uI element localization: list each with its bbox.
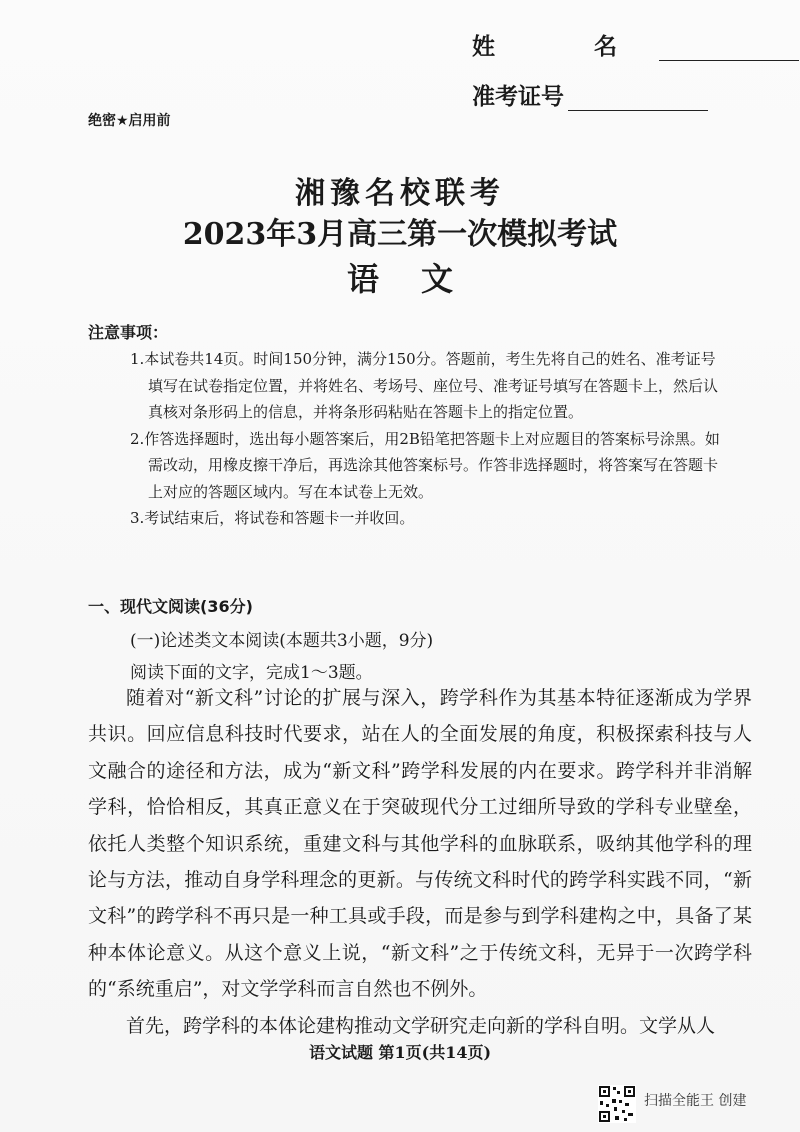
reading-passage — [88, 680, 752, 1044]
passage-paragraph: 随着对“新文科”讨论的扩展与深入，跨学科作为其基本特征逐渐成为学界共识。回应信息科技时代要求，站在人的全面发展的角度，积极探索科技与人文融合的途径和方法，成为“新文科”跨学科发展的内在要求。跨学科并非消解学科，恰恰相反，其真正意义在于突破现代分工过细所导致的学科专业壁垒，依托人类整个知识系统，重建文科与其他学科的血脉联系，吸纳其他学科的理论与方法，推动自身学科理念的更新。与传统文科时代的跨学科实践不同，“新文科”的跨学科不再只是一种工具或手段，而是参与到学科建构之中，具备了某种本体论意义。从这个意义上说，“新文科”之于传统文科，无异于一次跨学科的“系统重启”，对文学学科而言自然也不例外。 — [88, 687, 752, 1001]
exam-subject: 语文 — [346, 260, 495, 298]
notice-list — [130, 346, 730, 532]
passage-paragraph: 首先，跨学科的本体论建构推动文学研究走向新的学科自明。文学从人 — [126, 1014, 716, 1037]
exam-title-name: 2023年3月高三第一次模拟考试 — [182, 217, 618, 252]
notice-item: 2.作答选择题时，选出每小题答案后，用2B铅笔把答题卡上对应题目的答案标号涂黑。如需改动，用橡皮擦干净后，再选涂其他答案标号。作答非选择题时，将答案写在答题卡上对应的答题区域内。写在本试卷上无效。 — [130, 429, 720, 501]
secret-mark: 绝密★启用前 — [88, 113, 171, 129]
section-subheading: (一)论述类文本阅读(本题共3小题，9分) — [130, 631, 434, 651]
notice-heading: 注意事项： — [88, 323, 169, 342]
exam-title-organizer: 湘豫名校联考 — [295, 176, 505, 211]
name-field — [472, 28, 799, 61]
page-footer: 语文试题 第1页(共14页) — [308, 1043, 492, 1062]
scanner-watermark: 扫描全能王 创建 — [644, 1093, 747, 1109]
name-label: 姓 名 — [472, 33, 655, 60]
ticket-number-field — [472, 78, 708, 111]
ticket-label: 准考证号 — [472, 83, 564, 110]
ticket-blank-line — [568, 86, 708, 111]
notice-item: 1.本试卷共14页。时间150分钟，满分150分。答题前，考生先将自己的姓名、准考证号填写在试卷指定位置，并将姓名、考场号、座位号、准考证号填写在答题卡上，然后认真核对条形码上的信息，并将条形码粘贴在答题卡上的指定位置。 — [130, 350, 719, 421]
notice-item: 3.考试结束后，将试卷和答题卡一并收回。 — [130, 509, 415, 527]
name-blank-line — [659, 36, 799, 61]
qr-code-icon — [598, 1085, 636, 1123]
reading-instruction: 阅读下面的文字，完成1～3题。 — [130, 663, 373, 683]
section-heading: 一、现代文阅读(36分) — [88, 597, 253, 616]
